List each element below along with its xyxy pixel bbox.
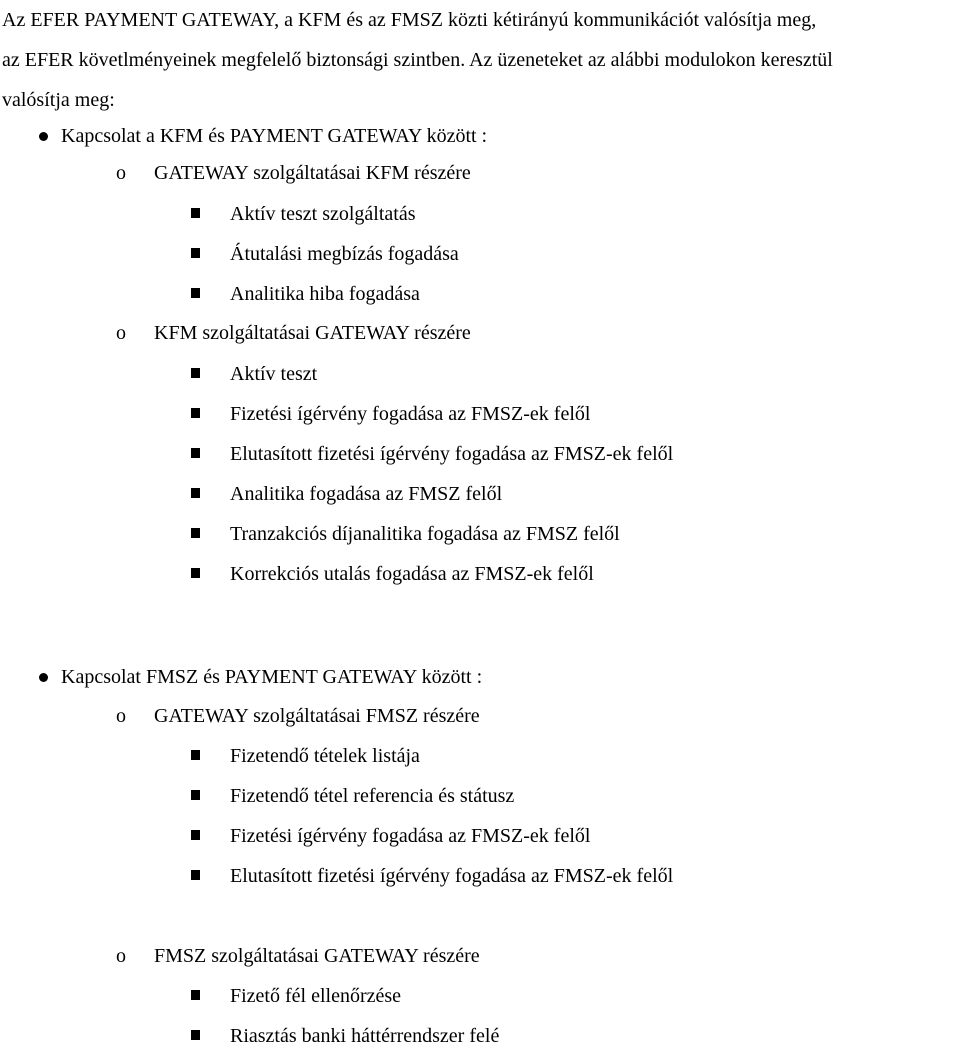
list-item-label: Fizetési ígérvény fogadása az FMSZ-ek felől — [230, 825, 591, 847]
bullet-disc-icon — [39, 132, 48, 141]
list-item-label: Átutalási megbízás fogadása — [230, 243, 459, 265]
bullet-circle-icon: o — [116, 945, 126, 967]
bullet-square-icon — [191, 248, 200, 258]
section-label: Kapcsolat a KFM és PAYMENT GATEWAY között : — [61, 125, 488, 147]
list-item-label: Fizetési ígérvény fogadása az FMSZ-ek felől — [230, 403, 591, 425]
bullet-square-icon — [191, 288, 200, 298]
intro-line: valósítja meg: — [2, 89, 115, 111]
group-label: KFM szolgáltatásai GATEWAY részére — [154, 322, 471, 344]
list-item-label: Tranzakciós díjanalitika fogadása az FMSZ felől — [230, 523, 620, 545]
bullet-disc-icon — [39, 673, 48, 682]
intro-line: az EFER követlményeinek megfelelő biztonsági szintben. Az üzeneteket az alábbi modulokon keresztül — [2, 49, 833, 71]
bullet-square-icon — [191, 870, 200, 880]
bullet-square-icon — [191, 568, 200, 578]
list-item-label: Fizetendő tétel referencia és státusz — [230, 785, 515, 807]
bullet-square-icon — [191, 830, 200, 840]
group-label: FMSZ szolgáltatásai GATEWAY részére — [154, 945, 480, 967]
bullet-square-icon — [191, 750, 200, 760]
bullet-circle-icon: o — [116, 705, 126, 727]
group-label: GATEWAY szolgáltatásai KFM részére — [154, 162, 471, 184]
bullet-circle-icon: o — [116, 162, 126, 184]
intro-line: Az EFER PAYMENT GATEWAY, a KFM és az FMSZ közti kétirányú kommunikációt valósítja meg, — [2, 9, 817, 31]
bullet-square-icon — [191, 448, 200, 458]
list-item-label: Analitika fogadása az FMSZ felől — [230, 483, 503, 505]
group-label: GATEWAY szolgáltatásai FMSZ részére — [154, 705, 480, 727]
section-label: Kapcsolat FMSZ és PAYMENT GATEWAY között : — [61, 666, 483, 688]
bullet-square-icon — [191, 1030, 200, 1040]
intro-paragraph — [2, 0, 960, 120]
bullet-square-icon — [191, 528, 200, 538]
list-item-label: Analitika hiba fogadása — [230, 283, 420, 305]
bullet-square-icon — [191, 408, 200, 418]
list-item-label: Aktív teszt szolgáltatás — [230, 203, 416, 225]
list-item-label: Fizetendő tételek listája — [230, 745, 420, 767]
bullet-square-icon — [191, 208, 200, 218]
bullet-square-icon — [191, 790, 200, 800]
bullet-circle-icon: o — [116, 322, 126, 344]
list-item-label: Riasztás banki háttérrendszer felé — [230, 1025, 500, 1047]
bullet-square-icon — [191, 488, 200, 498]
list-item-label: Fizető fél ellenőrzése — [230, 985, 402, 1007]
bullet-square-icon — [191, 990, 200, 1000]
list-item-label: Korrekciós utalás fogadása az FMSZ-ek felől — [230, 563, 594, 585]
list-item-label: Elutasított fizetési ígérvény fogadása az FMSZ-ek felől — [230, 443, 674, 465]
list-item-label: Aktív teszt — [230, 363, 318, 385]
bullet-square-icon — [191, 368, 200, 378]
list-item-label: Elutasított fizetési ígérvény fogadása az FMSZ-ek felől — [230, 865, 674, 887]
